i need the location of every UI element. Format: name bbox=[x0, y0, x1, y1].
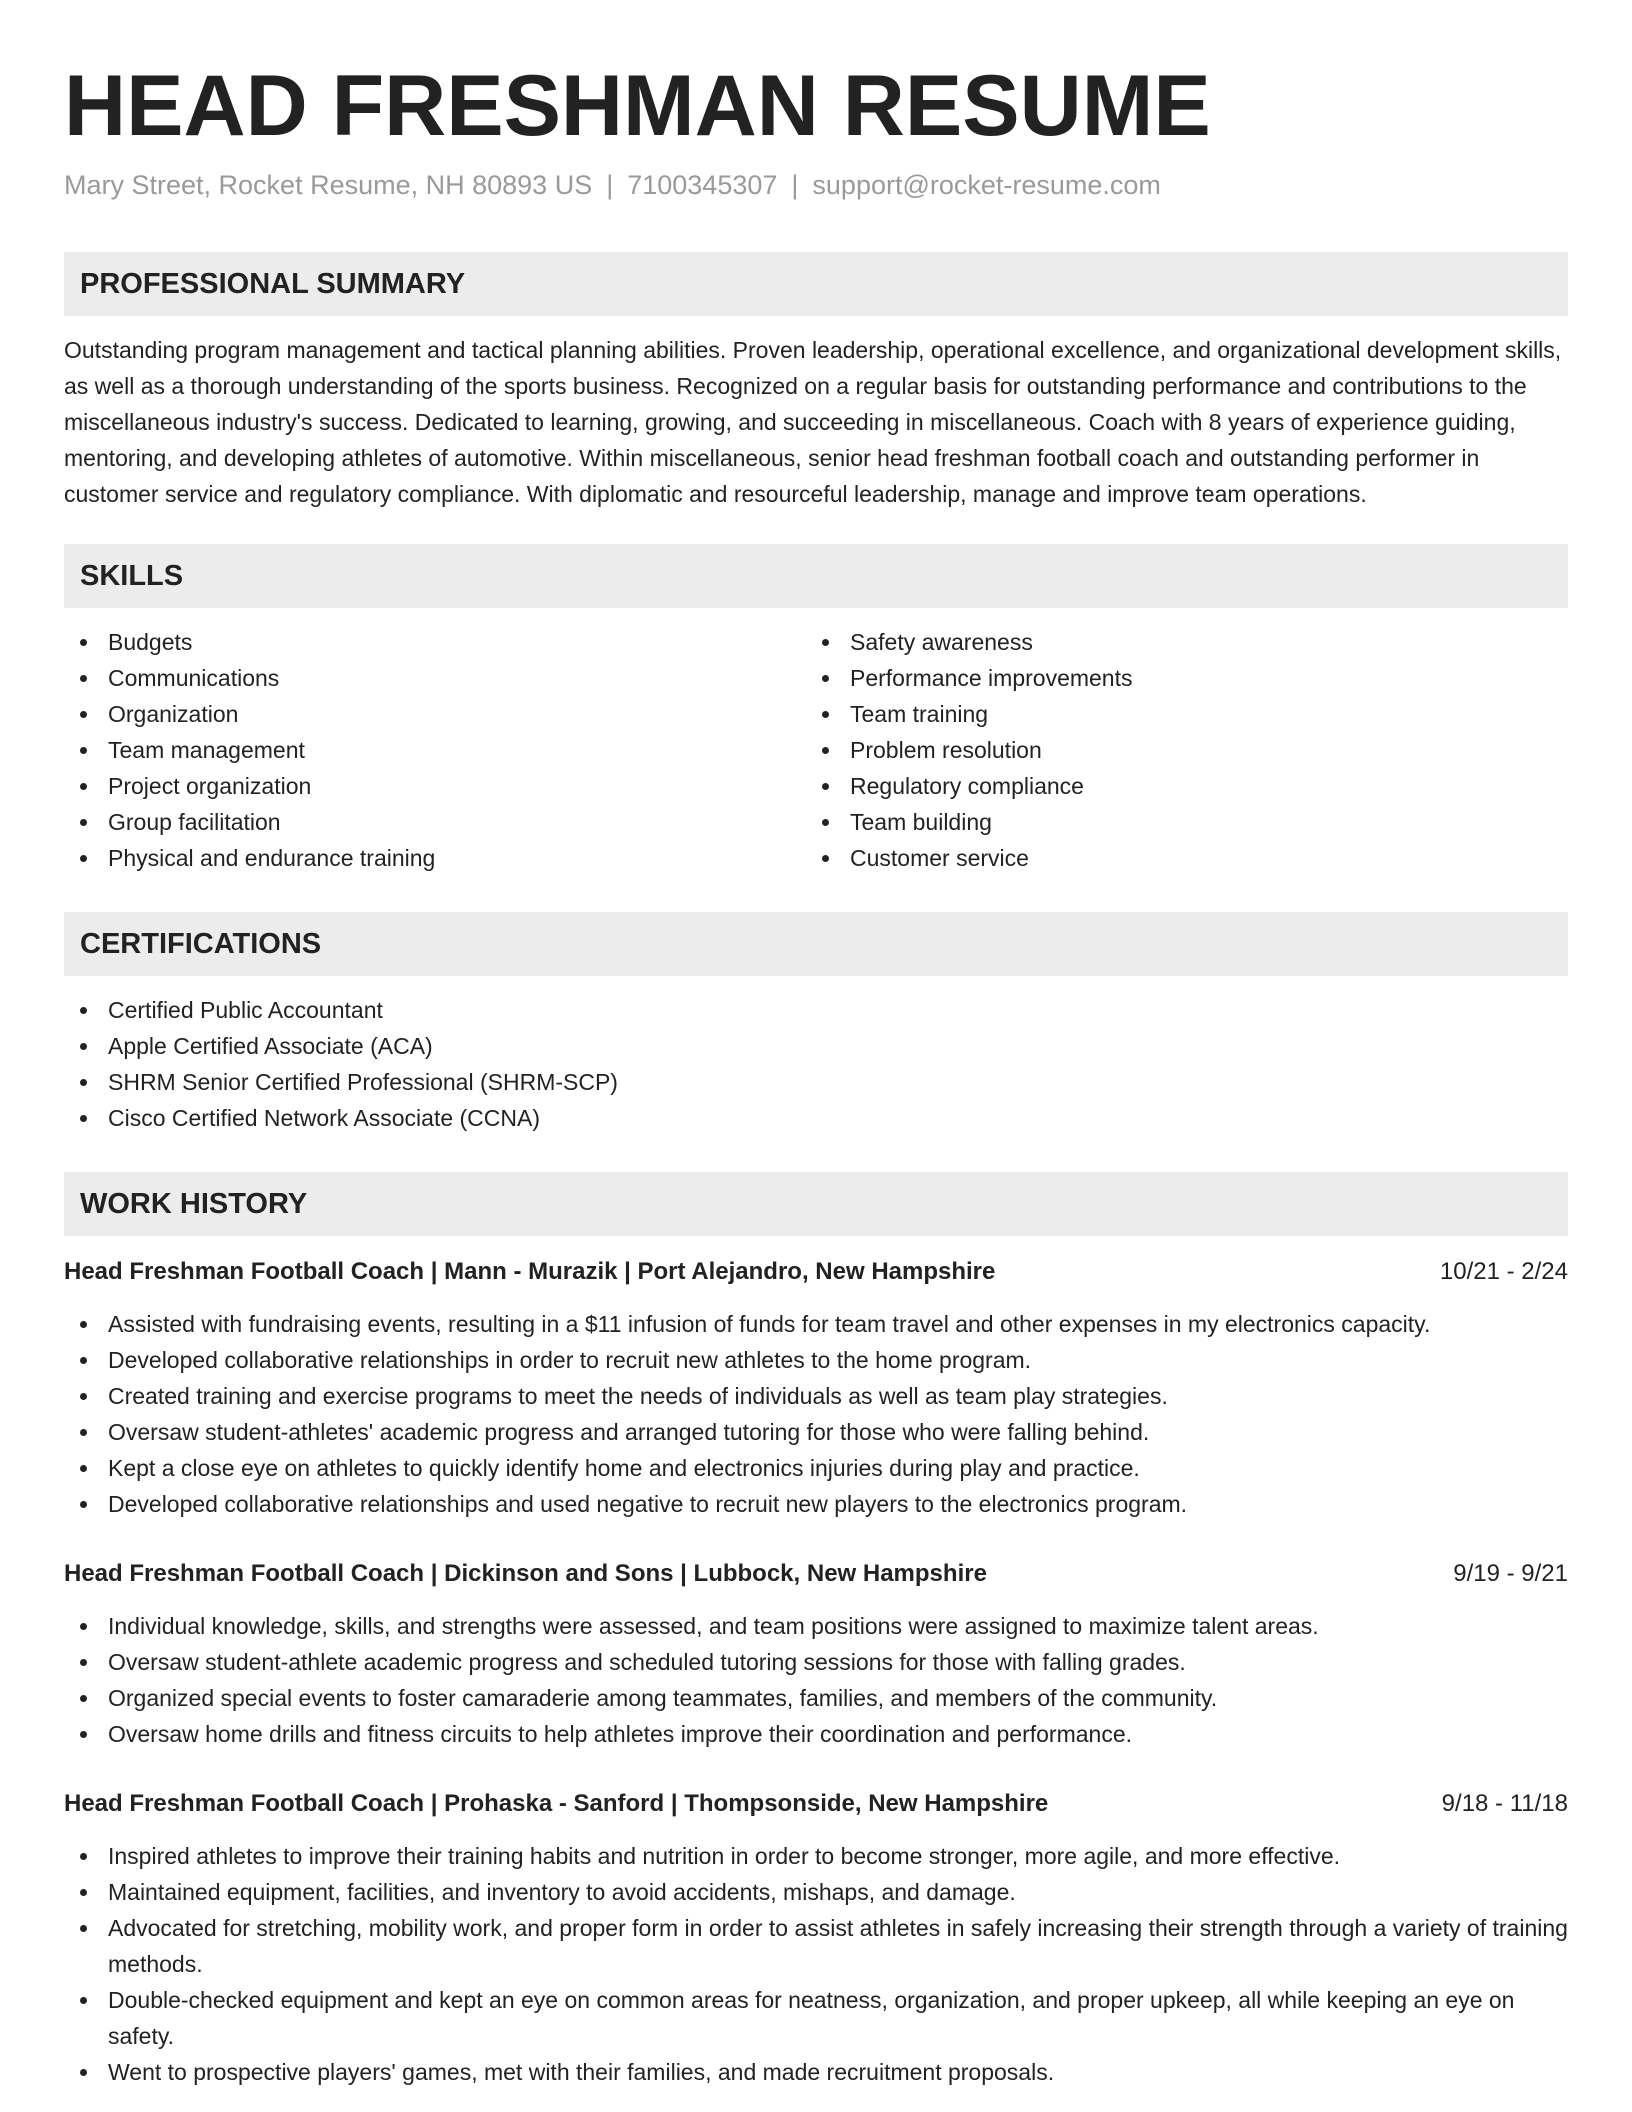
job-bullet: Oversaw home drills and fitness circuits to help athletes improve their coordination and performance. bbox=[64, 1716, 1568, 1752]
job-bullet: Maintained equipment, facilities, and inventory to avoid accidents, mishaps, and damage. bbox=[64, 1874, 1568, 1910]
skill-item: Organization bbox=[64, 696, 806, 732]
skill-item: Communications bbox=[64, 660, 806, 696]
certification-item: Certified Public Accountant bbox=[64, 992, 1568, 1028]
resume-title: HEAD FRESHMAN RESUME bbox=[64, 58, 1211, 154]
job-bullet: Assisted with fundraising events, resulting in a $11 infusion of funds for team travel and other expenses in my electronics capacity. bbox=[64, 1306, 1568, 1342]
certifications-list bbox=[64, 992, 1568, 1136]
job-dates: 9/19 - 9/21 bbox=[1453, 1560, 1568, 1587]
job-bullet: Created training and exercise programs to meet the needs of individuals as well as team play strategies. bbox=[64, 1378, 1568, 1414]
contact-address: Mary Street, Rocket Resume, NH 80893 US bbox=[64, 170, 593, 200]
skill-item: Physical and endurance training bbox=[64, 840, 806, 876]
job-title: Head Freshman Football Coach | Mann - Murazik | Port Alejandro, New Hampshire bbox=[64, 1258, 996, 1285]
contact-phone: 7100345307 bbox=[627, 170, 778, 200]
job-bullet: Kept a close eye on athletes to quickly identify home and electronics injuries during play and practice. bbox=[64, 1450, 1568, 1486]
skills-section bbox=[64, 544, 1568, 876]
skill-item: Team training bbox=[806, 696, 1548, 732]
job-bullet: Individual knowledge, skills, and strengths were assessed, and team positions were assigned to maximize talent areas. bbox=[64, 1608, 1568, 1644]
contact-line bbox=[64, 168, 1568, 202]
summary-text: Outstanding program management and tactical planning abilities. Proven leadership, operational excellence, and organizational development skills, as well as a thorough understanding of the sports business. Recognized on a regular basis for outstanding performance and contributions to the miscellaneous industry's success. Dedicated to learning, growing, and succeeding in miscellaneous. Coach with 8 years of experience guiding, mentoring, and developing athletes of automotive. Within miscellaneous, senior head freshman football coach and outstanding performer in customer service and regulatory compliance. With diplomatic and resourceful leadership, manage and improve team operations. bbox=[64, 337, 1562, 507]
skill-item: Performance improvements bbox=[806, 660, 1548, 696]
section-heading: PROFESSIONAL SUMMARY bbox=[64, 252, 1568, 316]
job-header bbox=[64, 1786, 1568, 1822]
certifications-section bbox=[64, 912, 1568, 1136]
section-heading: CERTIFICATIONS bbox=[64, 912, 1568, 976]
job-bullet: Developed collaborative relationships and used negative to recruit new players to the electronics program. bbox=[64, 1486, 1568, 1522]
job-bullet: Developed collaborative relationships in order to recruit new athletes to the home program. bbox=[64, 1342, 1568, 1378]
contact-email[interactable]: support@rocket-resume.com bbox=[812, 170, 1161, 200]
job-bullet: Advocated for stretching, mobility work, and proper form in order to assist athletes in safely increasing their strength through a variety of training methods. bbox=[64, 1910, 1568, 1982]
skills-list-left bbox=[64, 624, 806, 876]
job-bullet: Went to prospective players' games, met with their families, and made recruitment proposals. bbox=[64, 2054, 1568, 2090]
contact-separator: | bbox=[606, 170, 614, 200]
job-entry bbox=[64, 1556, 1568, 1752]
job-bullets bbox=[64, 1838, 1568, 2090]
skills-columns bbox=[64, 624, 1568, 876]
resume-page bbox=[64, 56, 1568, 2090]
skill-item: Budgets bbox=[64, 624, 806, 660]
job-bullet: Inspired athletes to improve their training habits and nutrition in order to become stronger, more agile, and more effective. bbox=[64, 1838, 1568, 1874]
section-heading: WORK HISTORY bbox=[64, 1172, 1568, 1236]
job-bullet: Oversaw student-athlete academic progress and scheduled tutoring sessions for those with falling grades. bbox=[64, 1644, 1568, 1680]
skill-item: Customer service bbox=[806, 840, 1548, 876]
contact-separator: | bbox=[791, 170, 799, 200]
job-bullet: Organized special events to foster camaraderie among teammates, families, and members of the community. bbox=[64, 1680, 1568, 1716]
skill-item: Safety awareness bbox=[806, 624, 1548, 660]
job-bullets bbox=[64, 1608, 1568, 1752]
skill-item: Problem resolution bbox=[806, 732, 1548, 768]
job-entry bbox=[64, 1254, 1568, 1522]
skill-item: Project organization bbox=[64, 768, 806, 804]
job-bullets bbox=[64, 1306, 1568, 1522]
professional-summary-section bbox=[64, 252, 1568, 512]
skill-item: Regulatory compliance bbox=[806, 768, 1548, 804]
certification-item: Apple Certified Associate (ACA) bbox=[64, 1028, 1568, 1064]
skill-item: Team management bbox=[64, 732, 806, 768]
certification-item: Cisco Certified Network Associate (CCNA) bbox=[64, 1100, 1568, 1136]
job-bullet: Oversaw student-athletes' academic progress and arranged tutoring for those who were falling behind. bbox=[64, 1414, 1568, 1450]
job-title: Head Freshman Football Coach | Dickinson and Sons | Lubbock, New Hampshire bbox=[64, 1560, 987, 1587]
job-header bbox=[64, 1556, 1568, 1592]
job-entry bbox=[64, 1786, 1568, 2090]
section-heading: SKILLS bbox=[64, 544, 1568, 608]
certification-item: SHRM Senior Certified Professional (SHRM-SCP) bbox=[64, 1064, 1568, 1100]
job-header bbox=[64, 1254, 1568, 1290]
job-dates: 9/18 - 11/18 bbox=[1441, 1790, 1568, 1817]
work-history-section bbox=[64, 1172, 1568, 2090]
job-dates: 10/21 - 2/24 bbox=[1439, 1258, 1568, 1285]
job-bullet: Double-checked equipment and kept an eye on common areas for neatness, organization, and proper upkeep, all while keeping an eye on safety. bbox=[64, 1982, 1568, 2054]
job-title: Head Freshman Football Coach | Prohaska - Sanford | Thompsonside, New Hampshire bbox=[64, 1790, 1049, 1817]
skills-list-right bbox=[806, 624, 1548, 876]
skill-item: Team building bbox=[806, 804, 1548, 840]
skill-item: Group facilitation bbox=[64, 804, 806, 840]
